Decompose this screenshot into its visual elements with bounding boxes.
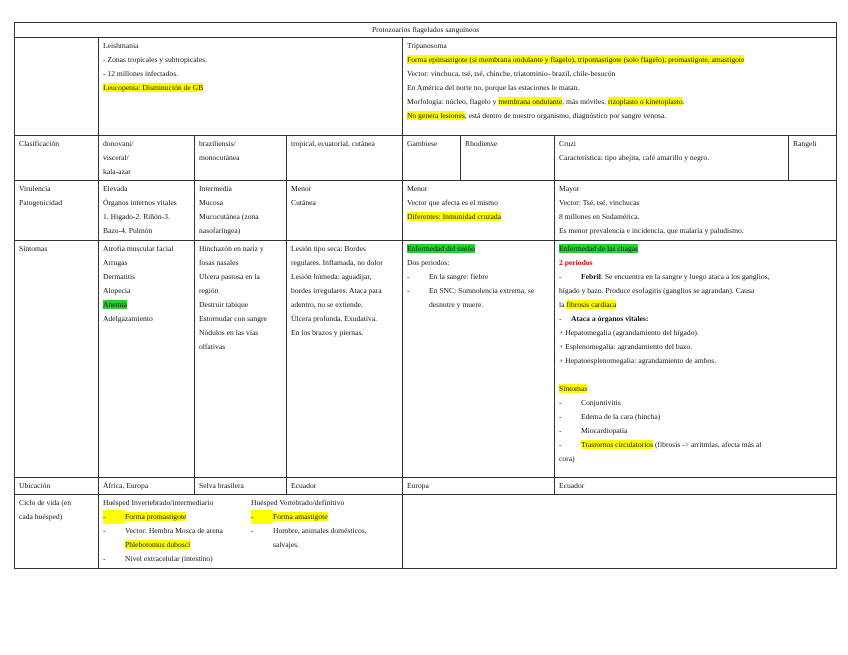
ciclo-empty-cell <box>403 495 837 569</box>
ciclo-label-cell <box>15 495 99 569</box>
morfologia-mid: , más móviles, <box>562 97 608 106</box>
vir-donovani-3: 1. Higado-2. Riñón-3. <box>103 212 170 221</box>
donovani-line-1: donovani/ <box>103 139 134 148</box>
organo-2: + Esplenomegalia: agrandamiento del bazo. <box>559 342 693 351</box>
sint-don-6: Adelgazamiento <box>103 314 153 323</box>
sint-don-1: Atrofia muscular facial <box>103 244 174 253</box>
ciclo-label-1: Ciclo de vida (en <box>19 498 72 507</box>
ataca-bold: Ataca a órganos vitales: <box>571 314 649 323</box>
forma-highlight: Forma epimastigote (si membrana ondulante y flagelo), tripomastigote (solo flagelo), promastigote, amastigote <box>407 55 745 64</box>
sintomas-label: Síntomas <box>15 241 99 478</box>
ciclo-row <box>15 495 837 569</box>
virulencia-label-cell <box>15 181 99 241</box>
no-genera-line <box>407 109 832 123</box>
virulencia-row <box>15 181 837 241</box>
sint-braz-6: Estornudar con sangre <box>199 314 267 323</box>
virulencia-braziliensis <box>195 181 287 241</box>
virulencia-label: Virulencia <box>19 184 51 193</box>
sueno-item-1-text: En la sangre: fiebre <box>429 272 489 281</box>
sint-item-1: - Conjuntivitis <box>559 398 621 407</box>
vert-item-2-text: Hombre, animales domésticos, <box>273 526 367 535</box>
sintomas-braziliensis <box>195 241 287 478</box>
sint-item-3: - Miocardiopatía <box>559 426 628 435</box>
leishmania-line-1: - Zonas tropicales y subtropicales. <box>103 55 207 64</box>
vir-donovani-2: Órganos internos vitales <box>103 198 177 207</box>
forma-amastigote-highlight: Forma amastigote <box>273 512 328 521</box>
sint-braz-2: fosas nasales <box>199 258 239 267</box>
sueno-periodos: Dos periodos: <box>407 258 450 267</box>
cruzi-cell <box>555 136 789 181</box>
cruzi-desc: Característica: tipo abejita, café amarillo y negro. <box>559 153 710 162</box>
tropical-cell: tropical, ecuatorial, cutánea <box>287 136 403 181</box>
ciclo-invertebrado <box>99 495 247 567</box>
summary-table <box>14 22 837 569</box>
vir-braz-2: Mucosa <box>199 198 224 207</box>
sint-don-2: Arrugas <box>103 258 128 267</box>
ciclo-leishmania-cell <box>99 495 403 569</box>
sintomas-highlight: Síntomas <box>559 384 588 393</box>
vert-item-2-cont: salvajes. <box>273 540 299 549</box>
table-title: Protozoarios flagelados sanguíneos <box>15 23 837 38</box>
trastornos-line: - Trastornos circulatorios (fibrosis -> arritmias, afecta más al <box>559 440 762 449</box>
vir-braz-3: Mucocutánea (zona <box>199 212 259 221</box>
sueno-item-2: - En SNC: Somnolencia extrema, se <box>407 286 535 295</box>
sintomas-tropical <box>287 241 403 478</box>
febril-l3-pre: la <box>559 300 567 309</box>
sint-item-1-text: Conjuntivitis <box>581 398 621 407</box>
ubicacion-row <box>15 478 837 495</box>
enfermedad-chagas-highlight: Enfermedad de las chagas <box>559 244 639 253</box>
vir-cruzi-2: Vector: Tsé, tsé, vinchucas <box>559 198 640 207</box>
sintomas-cruzi <box>555 241 837 478</box>
sint-braz-7: Nódulos en las vías <box>199 328 259 337</box>
title-row <box>15 23 837 38</box>
vert-item-2: - Hombre, animales domésticos, <box>251 526 367 535</box>
tripanosoma-heading: Tripanosoma <box>407 41 447 50</box>
vir-donovani-4: Bazo-4. Pulmón <box>103 226 153 235</box>
morfologia-line <box>407 95 832 109</box>
gambiese-cell: Gambiese <box>403 136 461 181</box>
forma-promastigote-highlight: Forma promastigote <box>125 512 187 521</box>
vir-trop-1: Menor <box>291 184 312 193</box>
virulencia-tropical <box>287 181 403 241</box>
braziliensis-cell <box>195 136 287 181</box>
ubicacion-braziliensis: Selva brasilera <box>195 478 287 495</box>
america-line: En América del norte no, porque las estaciones le matan. <box>407 83 580 92</box>
vir-cruzi-4: Es menor prevalencia e incidencia, que malaria y paludismo. <box>559 226 744 235</box>
virulencia-donovani <box>99 181 195 241</box>
trastornos-highlight: Trastornos circulatorios <box>581 440 654 449</box>
febril-line-2: hígado y bazo. Produce esofagitis (ganglios se agrandan). Causa <box>559 286 755 295</box>
sint-item-2-text: Edema de la cara (hincha) <box>581 412 661 421</box>
leucopenia-highlight: Leucopenia: Disminución de GB <box>103 83 204 92</box>
vir-braz-1: Intermedia <box>199 184 232 193</box>
febril-rest: : Se encuentra en la sangre y luego ataca a los ganglios, <box>600 272 770 281</box>
leishmania-intro-cell <box>99 38 403 136</box>
sint-braz-3: Ulcera pastosa en la <box>199 272 260 281</box>
vir-donovani-1: Elevada <box>103 184 128 193</box>
trastornos-rest: (fibrosis -> arritmias, afecta más al <box>653 440 762 449</box>
sint-item-2: - Edema de la cara (hincha) <box>559 412 661 421</box>
sintomas-row <box>15 241 837 478</box>
sueno-item-2-text: En SNC: Somnolencia extrema, se <box>429 286 535 295</box>
sint-trop-2: regulares. Inflamada, no dolor <box>291 258 383 267</box>
intro-label-cell <box>15 38 99 136</box>
ciclo-label-2: cada huésped) <box>19 512 63 521</box>
sint-braz-8: olfativas <box>199 342 226 351</box>
vector-line: Vector: vinchuca, tsé, tsé, chinche, triatominio- brazil, chile-besucón <box>407 69 616 78</box>
sueno-item-2-cont: desnutre y muere. <box>429 300 484 309</box>
sint-don-4: Alopecia <box>103 286 131 295</box>
clasificacion-label: Clasificación <box>15 136 99 181</box>
febril-line-3 <box>559 298 832 312</box>
febril-bold: Febril <box>581 272 601 281</box>
sint-trop-7: En los brazos y piernas. <box>291 328 364 337</box>
sint-braz-1: Hinchazón en nariz y <box>199 244 264 253</box>
rizoplasto-highlight: rizoplasto o kinetoplasto <box>607 97 683 106</box>
sint-trop-1: Lesión tipo seca: Bordes <box>291 244 366 253</box>
ubicacion-tropical: Ecuador <box>287 478 403 495</box>
leishmania-heading: Leishmania <box>103 41 139 50</box>
sint-braz-4: región <box>199 286 219 295</box>
ubicacion-donovani: África, Europa <box>99 478 195 495</box>
phlebotomus-highlight: Phlebotomus duboscí <box>125 540 191 549</box>
sintomas-donovani <box>99 241 195 478</box>
virulencia-tripanosoma <box>403 181 555 241</box>
inv-vector-text: Vector: Hembra Mosca de arena <box>125 526 223 535</box>
vir-braz-4: nasofaríngea) <box>199 226 241 235</box>
febril-line: - Febril: Se encuentra en la sangre y luego ataca a los ganglios, <box>559 272 770 281</box>
sint-trop-3: Lesión húmeda: aguadijar, <box>291 272 372 281</box>
inv-item-3: - Nivel extracelular (intestino) <box>103 554 213 563</box>
no-genera-rest: , está dentro de nuestro organismo, diagnóstico por sangre venosa. <box>464 111 667 120</box>
sint-don-3: Dermatitis <box>103 272 136 281</box>
braziliensis-line-2: monocutánea <box>199 153 240 162</box>
morfologia-end: . <box>682 97 685 106</box>
membrana-highlight: membrana ondulante <box>498 97 563 106</box>
chagas-periodos: 2 periodos <box>559 258 593 267</box>
inv-item-1: - Forma promastigote <box>103 510 243 524</box>
sintomas-tripanosoma <box>403 241 555 478</box>
rangeli-cell: Rangeli <box>789 136 837 181</box>
ubicacion-label: Ubicación <box>15 478 99 495</box>
sueno-item-1: - En la sangre: fiebre <box>407 272 489 281</box>
vir-trip-1: Menor <box>407 184 428 193</box>
cruzi-name: Cruzi <box>559 139 576 148</box>
vert-item-1: - Forma amastigote <box>251 510 398 524</box>
clasificacion-row <box>15 136 837 181</box>
donovani-line-2: visceral/ <box>103 153 129 162</box>
leishmania-line-2: - 12 millones infectados. <box>103 69 179 78</box>
patogenicidad-label: Patogenicidad <box>19 198 63 207</box>
tripanosoma-intro-cell <box>403 38 837 136</box>
ubicacion-tripanosoma: Europa <box>403 478 555 495</box>
vir-cruzi-1: Mayor <box>559 184 580 193</box>
inv-item-2: - Vector: Hembra Mosca de arena <box>103 526 223 535</box>
inmunidad-cruzada-highlight: Diferentes: Inmunidad cruzada <box>407 212 502 221</box>
intro-row <box>15 38 837 136</box>
vert-title: Huésped Vertebrado/definitivo <box>251 498 345 507</box>
vir-trip-2: Vector que afecta es el mismo <box>407 198 498 207</box>
sint-trop-4: bordes irregulares. Ataca para <box>291 286 382 295</box>
sint-trop-5: adentro, no se extiende. <box>291 300 363 309</box>
no-genera-highlight: No genera lesiones <box>407 111 465 120</box>
braziliensis-line-1: braziliensis/ <box>199 139 236 148</box>
ciclo-vertebrado <box>247 495 402 567</box>
organo-3: + Hepatoesplenomegalia: agrandamiento de ambos. <box>559 356 717 365</box>
inv-title: Huésped Invertebrado/intermediario <box>103 498 214 507</box>
sint-trop-6: Úlcera profunda. Exudativa. <box>291 314 378 323</box>
donovani-cell <box>99 136 195 181</box>
inv-nivel-text: Nivel extracelular (intestino) <box>125 554 213 563</box>
sint-braz-5: Destruir tabique <box>199 300 249 309</box>
donovani-line-3: kala-azar <box>103 167 131 176</box>
virulencia-cruzi <box>555 181 837 241</box>
vir-cruzi-3: 8 millones en Sudamérica. <box>559 212 640 221</box>
document-page <box>14 22 836 569</box>
trastornos-cont: cora) <box>559 454 575 463</box>
enfermedad-sueno-highlight: Enfermedad del sueño <box>407 244 475 253</box>
ataca-line: - Ataca a órganos vitales: <box>559 314 649 323</box>
anemia-highlight: Anemia <box>103 300 128 309</box>
fibrosis-highlight: fibrosis cardíaca <box>566 300 617 309</box>
rhodiense-cell: Rhodiense <box>461 136 555 181</box>
sint-item-3-text: Miocardiopatía <box>581 426 628 435</box>
morfologia-prefix: Morfología: núcleo, flagelo y <box>407 97 499 106</box>
ubicacion-cruzi: Ecuador <box>555 478 837 495</box>
vir-trop-2: Cutánea <box>291 198 316 207</box>
organo-1: + Hepatomegalia (agrandamiento del hígado). <box>559 328 699 337</box>
